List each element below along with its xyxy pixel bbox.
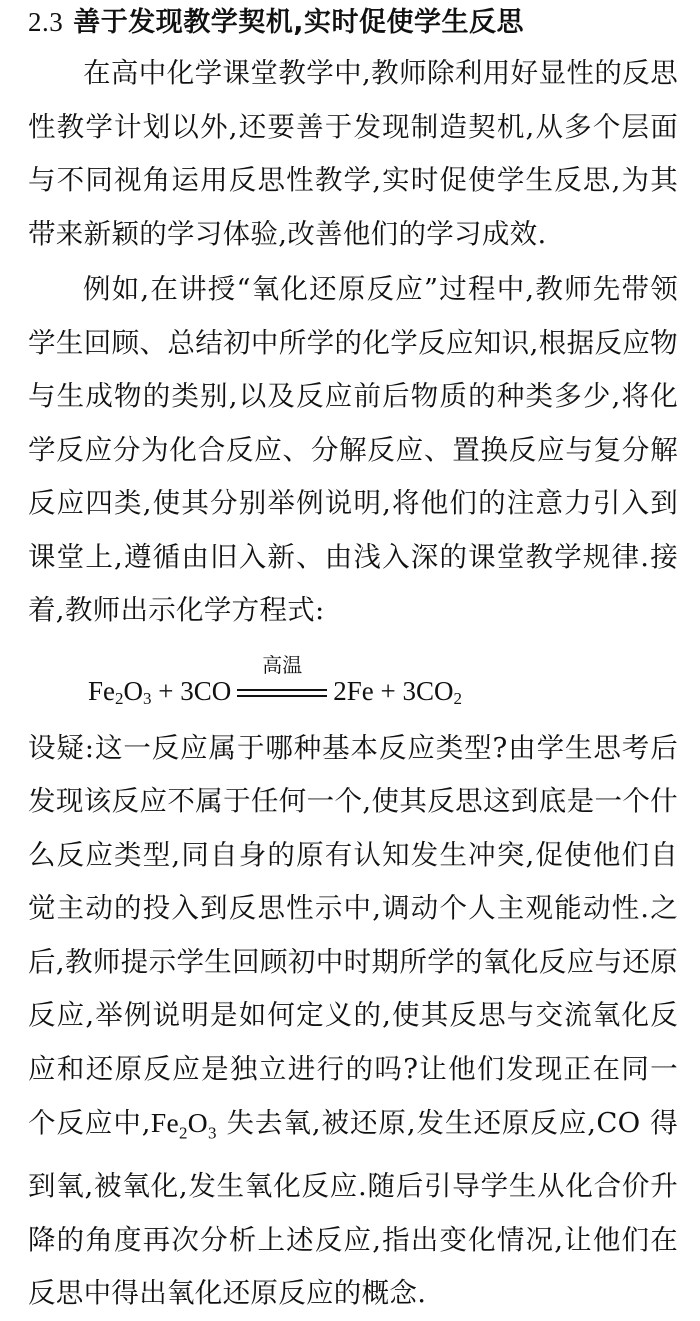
paragraph-3: 设疑:这一反应属于哪种基本反应类型?由学生思考后发现该反应不属于任何一个,使其反思这到底是一个什么反应类型,同自身的原有认知发生冲突,促使他们自觉主动的投入到反思性示中,调动个人主观能动性.之后,教师提示学生回顾初中时期所学的氧化反应与还原反应,举例说明是如何定义的,使其反思与交流氧化反应和还原反应是独立进行的吗?让他们发现正在同一个反应中$,Fe_2O_3$ 失去氧,被还原,发生还原反应,CO 得到氧,被氧化,发生氧化反应.随后引导学生从化合价升降的角度再次分析上述反应,指出变化情况,让他们在反思中得出氧化还原反应的概念. <box>28 731 678 1309</box>
equation-line <box>88 653 462 709</box>
equals-bar-bottom <box>237 695 327 697</box>
chemical-equation <box>28 638 678 724</box>
plus-sign: + <box>151 675 181 706</box>
paragraph-2: 例如,在讲授“氧化还原反应”过程中,教师先带领学生回顾、总结初中所学的化学反应知识,根据反应物与生成物的类别,以及反应前后物质的种类多少,将化学反应分为化合反应、分解反应、置换反应与复分解反应四类,使其分别举例说明,将他们的注意力引入到课堂上,遵循由旧入新、由浅入深的课堂教学规律.接着,教师出示化学方程式: <box>28 273 678 626</box>
reactant-1: $Fe_2O_3$ <box>88 675 152 708</box>
plus-sign-2: + <box>373 675 403 706</box>
equals-bar-top <box>237 689 327 691</box>
section-heading <box>28 2 678 43</box>
product-2: $3CO_2$ <box>402 675 462 708</box>
reaction-arrow <box>237 653 327 703</box>
section-title: 善于发现教学契机,实时促使学生反思 <box>73 7 525 38</box>
inline-formula-fe2o3: $Fe_2O_3$ <box>150 1107 217 1143</box>
section-number: 2.3 <box>28 7 64 37</box>
paragraph-1: 在高中化学课堂教学中,教师除利用好显性的反思性教学计划以外,还要善于发现制造契机,从多个层面与不同视角运用反思性教学,实时促使学生反思,为其带来新颖的学习体验,改善他们的学习成效. <box>28 57 678 250</box>
product-1: 2Fe <box>333 675 374 706</box>
reactant-2: 3CO <box>180 675 232 706</box>
reaction-condition: 高温 <box>262 653 303 678</box>
